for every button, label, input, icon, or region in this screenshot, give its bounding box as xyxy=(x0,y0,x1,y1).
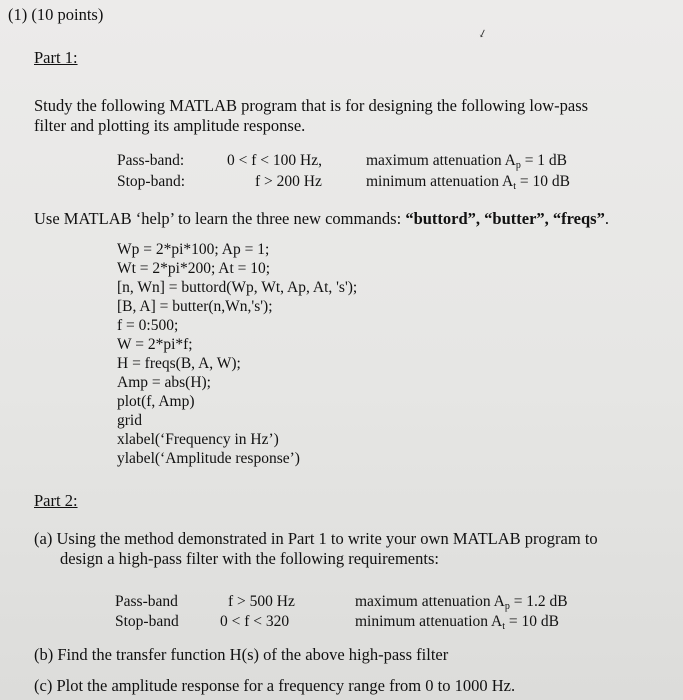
part1-intro-line2: filter and plotting its amplitude response. xyxy=(34,116,306,135)
help-sentence: Use MATLAB ‘help’ to learn the three new commands: “buttord”, “butter”, “freqs”. xyxy=(34,209,609,228)
lp-stop-range: f > 200 Hz xyxy=(255,173,322,190)
hp-stop-label: Stop-band xyxy=(115,613,179,630)
code-line: [n, Wn] = buttord(Wp, Wt, Ap, At, 's'); xyxy=(117,279,358,296)
problem-header: (1) (10 points) xyxy=(8,5,104,24)
hp-pass-range: f > 500 Hz xyxy=(228,593,295,610)
hp-pass-spec: maximum attenuation $A_p = 1.2$ dB xyxy=(355,593,568,612)
hp-stop-range: 0 < f < 320 xyxy=(220,613,290,630)
code-line: W = 2*pi*f; xyxy=(117,336,193,353)
code-line: f = 0:500; xyxy=(117,317,179,334)
code-line: Amp = abs(H); xyxy=(117,374,211,391)
code-line: H = freqs(B, A, W); xyxy=(117,355,241,372)
hp-pass-label: Pass-band xyxy=(115,593,178,610)
part1-heading: Part 1: xyxy=(34,48,78,67)
pen-mark: ↙ xyxy=(476,26,490,42)
code-line: [B, A] = butter(n,Wn,'s'); xyxy=(117,298,273,315)
hp-stop-spec: minimum attenuation $A_t = 10$ dB xyxy=(355,613,559,632)
code-line: grid xyxy=(117,412,142,429)
part2-a-line2: design a high-pass filter with the following requirements: xyxy=(60,549,439,568)
part2-c-line: (c) Plot the amplitude response for a frequency range from 0 to 1000 Hz. xyxy=(34,676,516,695)
lp-pass-spec: maximum attenuation $A_p = 1$ dB xyxy=(366,152,568,171)
code-line: Wt = 2*pi*200; At = 10; xyxy=(117,260,271,277)
lp-pass-range: 0 < f < 100 Hz, xyxy=(227,152,322,169)
lp-stop-spec: minimum attenuation $A_t = 10$ dB xyxy=(366,173,570,192)
code-line: plot(f, Amp) xyxy=(117,393,195,410)
lp-pass-label: Pass-band: xyxy=(117,152,185,169)
code-line: ylabel(‘Amplitude response’) xyxy=(117,450,300,467)
part2-heading: Part 2: xyxy=(34,491,78,510)
code-line: xlabel(‘Frequency in Hz’) xyxy=(117,431,279,448)
lp-stop-label: Stop-band: xyxy=(117,173,186,190)
part2-a-line1: (a) Using the method demonstrated in Part 1 to write your own MATLAB program to xyxy=(34,529,598,548)
code-line: Wp = 2*pi*100; Ap = 1; xyxy=(117,241,270,258)
part1-intro-line1: Study the following MATLAB program that is for designing the following low-pass xyxy=(34,96,589,115)
part2-b-line: (b) Find the transfer function H(s) of the above high-pass filter xyxy=(34,645,449,664)
